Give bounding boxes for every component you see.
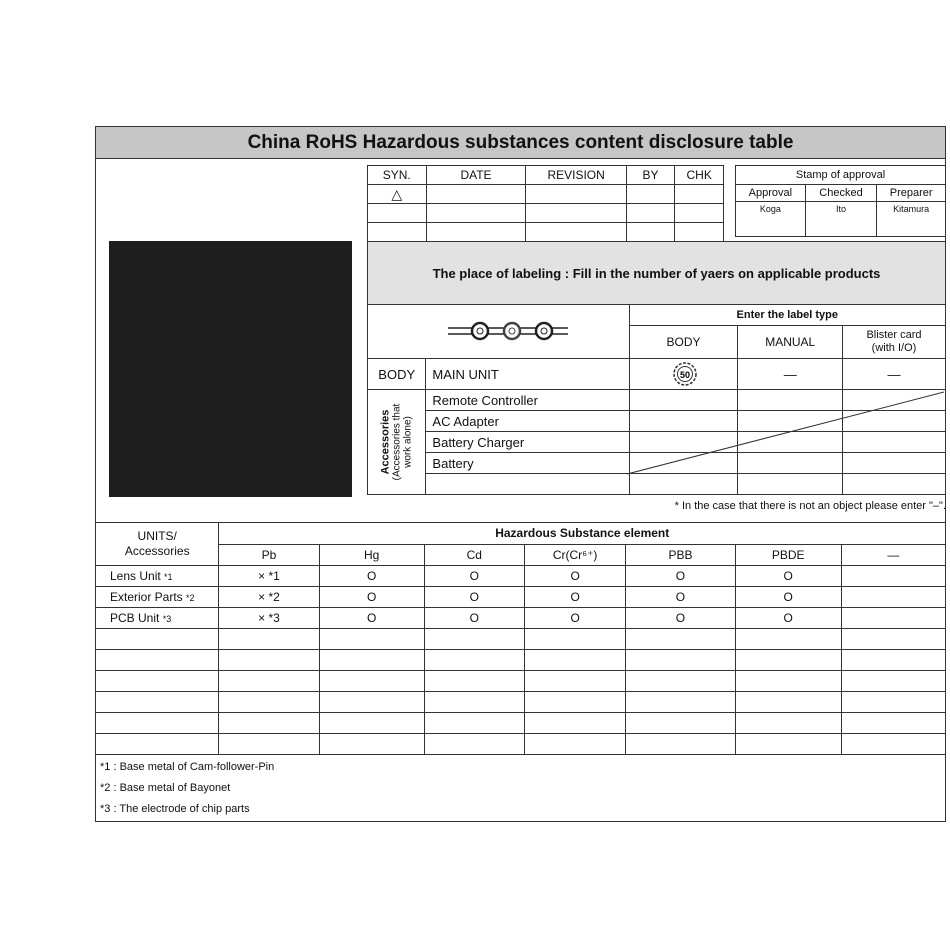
- product-image-placeholder: [109, 241, 352, 497]
- table-row: [96, 734, 946, 755]
- accessory-battery-charger: Battery Charger: [426, 432, 629, 453]
- cell-pbb: O: [626, 566, 735, 587]
- col-pbb: PBB: [626, 544, 735, 566]
- epup-50-badge-icon: [670, 361, 700, 387]
- labeling-table: [367, 241, 946, 495]
- col-cr: Cr(Cr⁶⁺): [524, 544, 625, 566]
- rev-cell: [426, 185, 526, 204]
- acc-cell: [842, 453, 945, 474]
- stamp-header-approval: Approval: [736, 185, 806, 202]
- cell-blank: [841, 608, 945, 629]
- rev-cell: [626, 185, 675, 204]
- rev-cell: [368, 204, 427, 223]
- col-blank: —: [841, 544, 945, 566]
- rev-cell: [675, 223, 724, 242]
- footnote-1: *1 : Base metal of Cam-follower-Pin: [100, 761, 275, 773]
- acc-cell: [738, 432, 843, 453]
- cell-pbde: O: [735, 587, 841, 608]
- row-name: [96, 587, 219, 608]
- revision-table: [367, 165, 724, 242]
- col-hg: Hg: [319, 544, 424, 566]
- footnote-2: *2 : Base metal of Bayonet: [100, 782, 231, 794]
- cell-hg: O: [319, 566, 424, 587]
- rev-cell: [675, 204, 724, 223]
- row-label: Exterior Parts: [110, 590, 183, 604]
- substance-table: [95, 522, 946, 755]
- accessories-sub-label: (Accessories that work alone): [391, 403, 414, 481]
- cell-cd: O: [424, 566, 524, 587]
- rev-cell: [426, 223, 526, 242]
- acc-cell: [842, 411, 945, 432]
- cell-blank: [841, 587, 945, 608]
- cell-hg: O: [319, 608, 424, 629]
- body-label: BODY: [368, 359, 426, 390]
- rev-cell: [675, 185, 724, 204]
- row-label: PCB Unit: [110, 611, 160, 625]
- acc-cell: [842, 390, 945, 411]
- table-row: [96, 587, 946, 608]
- table-row: [96, 692, 946, 713]
- row-ref: *3: [162, 614, 172, 624]
- rev-cell: [368, 223, 427, 242]
- acc-cell: [738, 390, 843, 411]
- cell-cd: O: [424, 587, 524, 608]
- table-row: [96, 566, 946, 587]
- main-unit-blister: —: [842, 359, 945, 390]
- cell-pb: × *1: [219, 566, 319, 587]
- rev-cell: [626, 204, 675, 223]
- labeling-place-text: The place of labeling : Fill in the number of yaers on applicable products: [368, 242, 946, 305]
- main-unit-manual: —: [738, 359, 843, 390]
- col-pb: Pb: [219, 544, 319, 566]
- acc-cell: [629, 432, 738, 453]
- stamp-table: [735, 165, 946, 237]
- acc-cell: [738, 453, 843, 474]
- main-unit-body-cell: [629, 359, 738, 390]
- page-title: China RoHS Hazardous substances content disclosure table: [95, 126, 946, 159]
- acc-cell: [738, 411, 843, 432]
- rev-cell: [426, 204, 526, 223]
- label-note: * In the case that there is not an object please enter "–".: [674, 500, 946, 512]
- rev-cell: [626, 223, 675, 242]
- badge-number: 50: [679, 370, 690, 380]
- rev-header-revision: REVISION: [526, 166, 626, 185]
- rev-cell: [526, 223, 626, 242]
- acc-cell: [842, 474, 945, 495]
- row-ref: *1: [164, 572, 173, 582]
- cell-pbde: O: [735, 608, 841, 629]
- cell-pbb: O: [626, 587, 735, 608]
- stamp-header-checked: Checked: [805, 185, 877, 202]
- col-cd: Cd: [424, 544, 524, 566]
- cell-blank: [841, 566, 945, 587]
- accessory-battery: Battery: [426, 453, 629, 474]
- footnote-3: *3 : The electrode of chip parts: [100, 803, 250, 815]
- recycle-marks-cell: [368, 305, 630, 359]
- table-row: [96, 671, 946, 692]
- table-row: [96, 650, 946, 671]
- substance-group-header: Hazardous Substance element: [219, 523, 946, 545]
- stamp-name-checked: Ito: [805, 202, 877, 237]
- label-col-manual: MANUAL: [738, 326, 843, 359]
- table-row: [96, 713, 946, 734]
- accessories-label: Accessories: [379, 409, 392, 475]
- cell-pbde: O: [735, 566, 841, 587]
- acc-cell: [629, 411, 738, 432]
- acc-cell: [629, 390, 738, 411]
- rev-cell: [526, 185, 626, 204]
- acc-cell: [426, 474, 629, 495]
- cell-pb: × *2: [219, 587, 319, 608]
- row-label: Lens Unit: [110, 569, 161, 583]
- rev-header-date: DATE: [426, 166, 526, 185]
- accessory-remote-controller: Remote Controller: [426, 390, 629, 411]
- rev-header-by: BY: [626, 166, 675, 185]
- table-row: [96, 608, 946, 629]
- enter-label-type: Enter the label type: [629, 305, 945, 326]
- row-name: [96, 608, 219, 629]
- stamp-header-preparer: Preparer: [877, 185, 946, 202]
- recycle-marks-icon: [448, 319, 568, 343]
- rev-cell: [526, 204, 626, 223]
- row-name: [96, 566, 219, 587]
- accessory-ac-adapter: AC Adapter: [426, 411, 629, 432]
- cell-cr: O: [524, 587, 625, 608]
- cell-hg: O: [319, 587, 424, 608]
- accessories-label-cell: [368, 390, 426, 495]
- stamp-name-preparer: Kitamura: [877, 202, 946, 237]
- label-col-body: BODY: [629, 326, 738, 359]
- main-unit-label: MAIN UNIT: [426, 359, 629, 390]
- stamp-name-approval: Koga: [736, 202, 806, 237]
- units-header: UNITS/ Accessories: [96, 523, 219, 566]
- row-ref: *2: [186, 593, 195, 603]
- rev-header-syn: SYN.: [368, 166, 427, 185]
- col-pbde: PBDE: [735, 544, 841, 566]
- acc-cell: [629, 474, 738, 495]
- cell-pb: × *3: [219, 608, 319, 629]
- label-col-blister: Blister card (with I/O): [842, 326, 945, 359]
- rev-header-chk: CHK: [675, 166, 724, 185]
- stamp-title: Stamp of approval: [736, 166, 946, 185]
- acc-cell: [629, 453, 738, 474]
- cell-cr: O: [524, 608, 625, 629]
- cell-cr: O: [524, 566, 625, 587]
- cell-pbb: O: [626, 608, 735, 629]
- cell-cd: O: [424, 608, 524, 629]
- rev-syn-triangle: △: [368, 185, 427, 204]
- acc-cell: [842, 432, 945, 453]
- table-row: [96, 629, 946, 650]
- acc-cell: [738, 474, 843, 495]
